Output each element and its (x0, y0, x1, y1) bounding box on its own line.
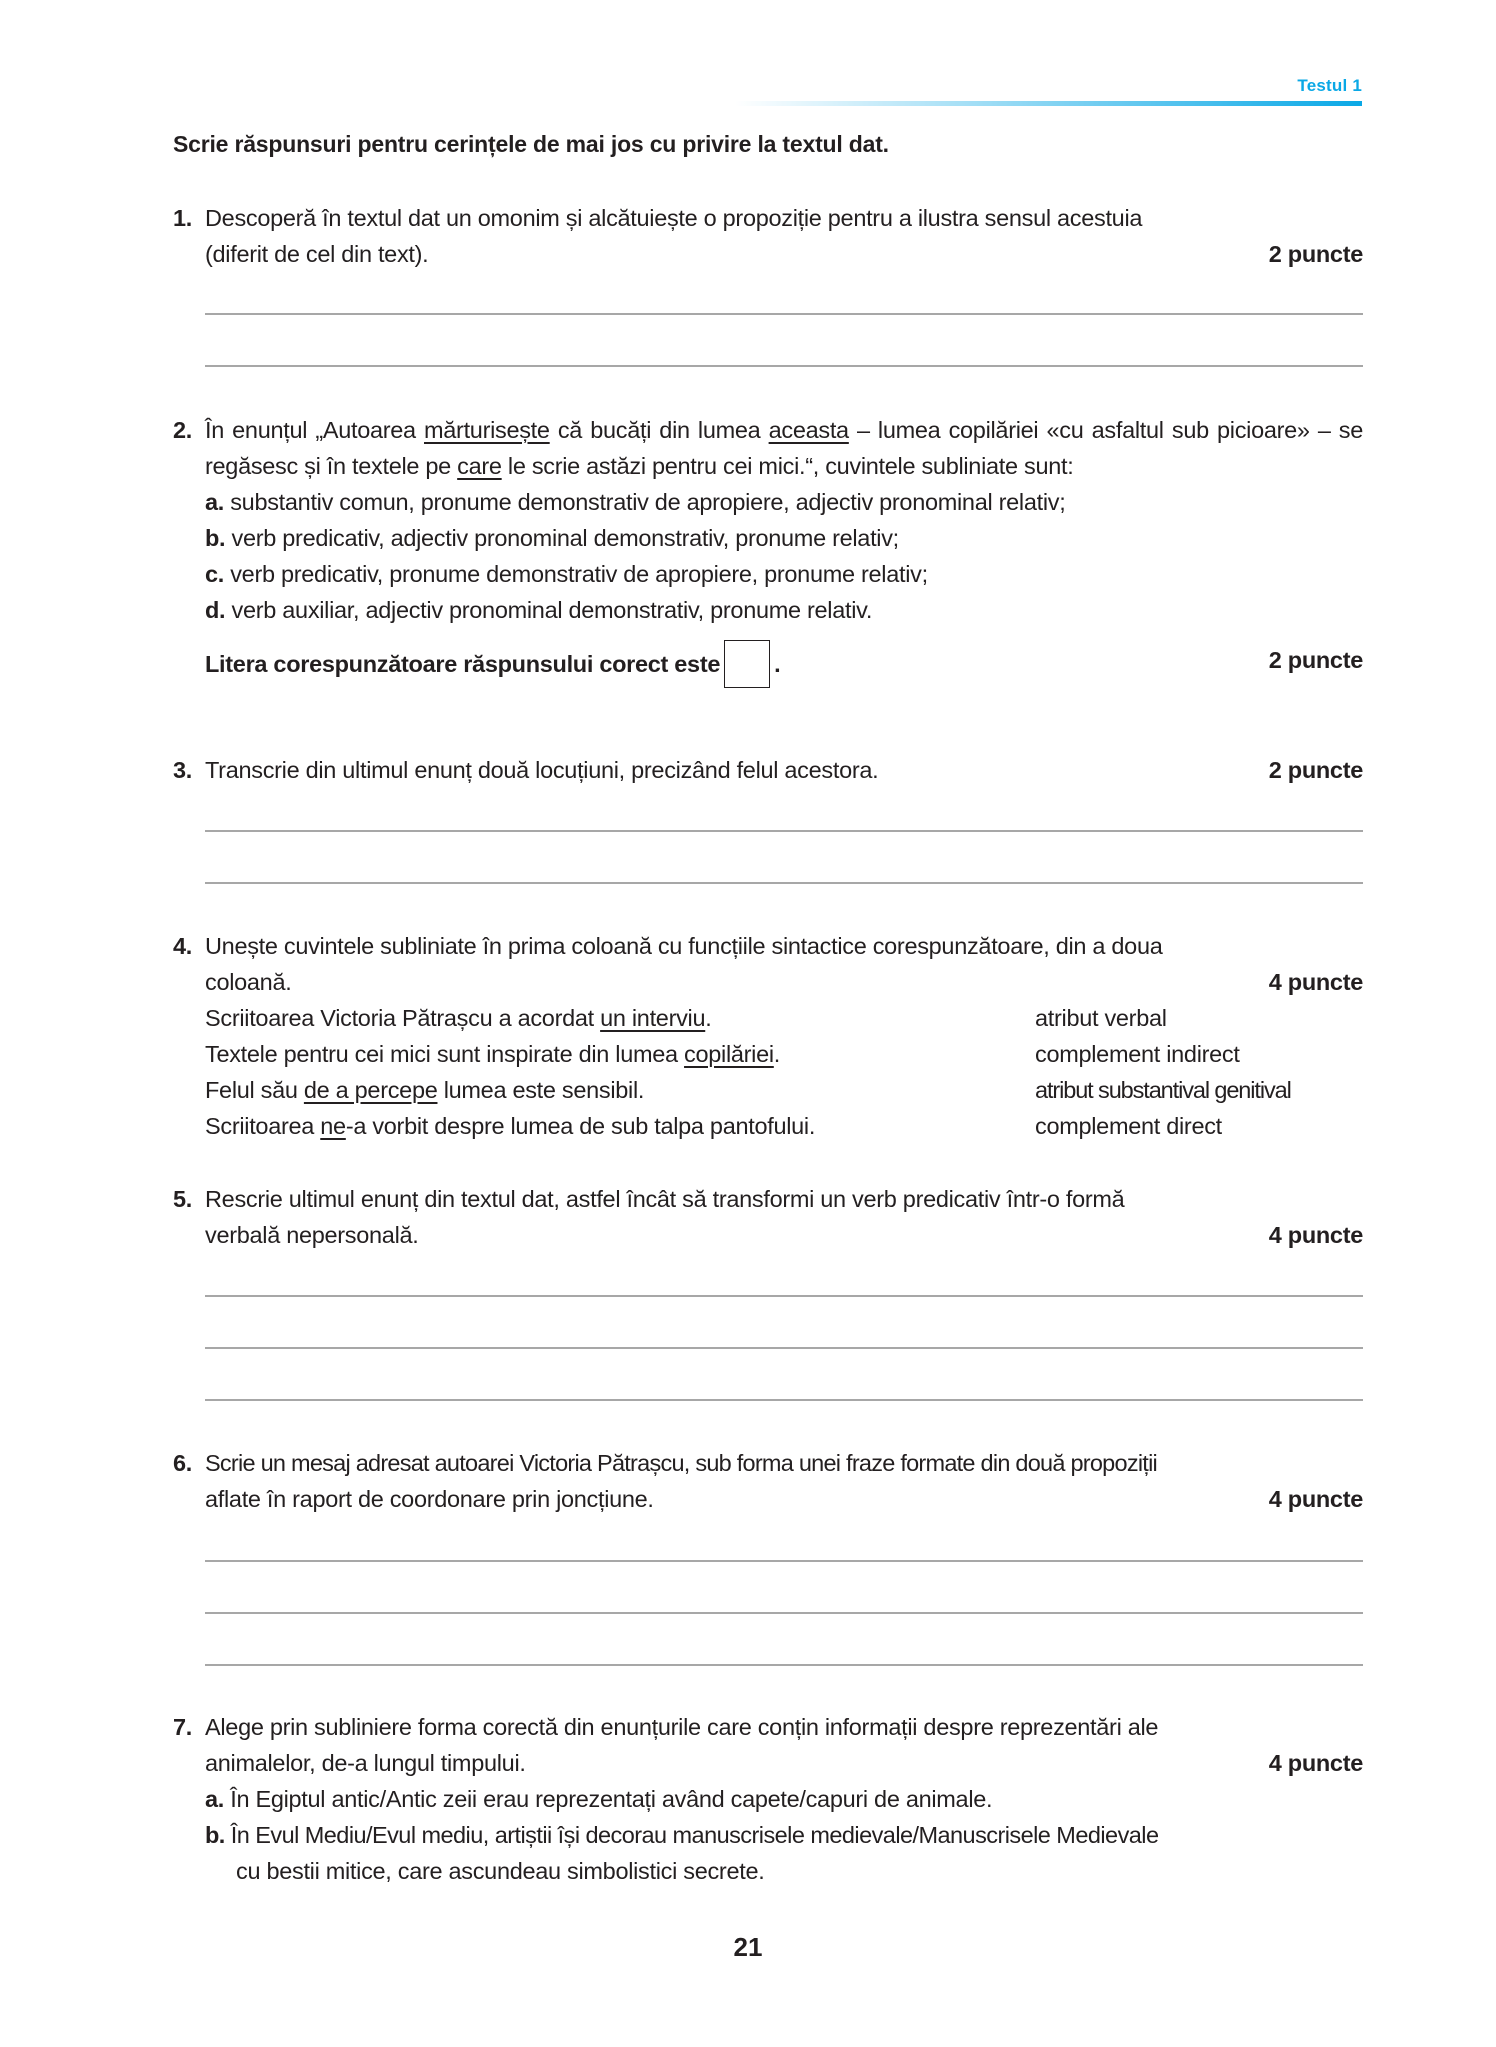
question-7 (173, 1709, 1363, 1889)
answer-line[interactable] (205, 1612, 1363, 1614)
sentence-text: Felul său (205, 1077, 304, 1103)
syntactic-function: complement indirect (1035, 1041, 1240, 1067)
question-stem (205, 412, 1363, 484)
answer-box[interactable] (724, 640, 770, 688)
stem-text: În enunțul „Autoarea (205, 417, 424, 443)
match-row (205, 1000, 1363, 1036)
question-text-line: coloană. (205, 969, 292, 995)
match-sentence (205, 1000, 1035, 1036)
question-text-line: Rescrie ultimul enunț din textul dat, astfel încât să transformi un verb predicativ într-o formă (205, 1186, 1125, 1212)
option-d (205, 592, 1363, 628)
question-2 (173, 412, 1363, 690)
option-letter: c. (205, 561, 224, 587)
option-text: verb predicativ, adjectiv pronominal demonstrativ, pronume relativ; (231, 525, 899, 551)
question-5 (173, 1181, 1363, 1253)
answer-line[interactable] (205, 365, 1363, 367)
question-1 (173, 200, 1363, 272)
item-letter: a. (205, 1786, 224, 1812)
syntactic-function: atribut substantival genitival (1035, 1077, 1291, 1103)
underlined-word: care (457, 453, 502, 479)
answer-line[interactable] (205, 1347, 1363, 1349)
option-text: substantiv comun, pronume demonstrativ de apropiere, adjectiv pronominal relativ; (230, 489, 1066, 515)
item-a (205, 1781, 1363, 1817)
question-number: 4. (173, 933, 192, 959)
answer-prompt: Litera corespunzătoare răspunsului corect este (205, 651, 721, 678)
option-letter: a. (205, 489, 224, 515)
option-text: verb predicativ, pronume demonstrativ de apropiere, pronume relativ; (230, 561, 928, 587)
option-letter: d. (205, 597, 226, 623)
question-text-line: (diferit de cel din text). (205, 241, 429, 267)
question-number: 3. (173, 757, 192, 783)
item-letter: b. (205, 1822, 225, 1848)
test-label: Testul 1 (1297, 76, 1362, 95)
answer-line[interactable] (205, 1399, 1363, 1401)
answer-line[interactable] (205, 830, 1363, 832)
question-number: 5. (173, 1186, 192, 1212)
sentence-text: Scriitoarea (205, 1113, 321, 1139)
question-text: Transcrie din ultimul enunț două locuțiuni, precizând felul acestora. (205, 757, 879, 783)
match-sentence (205, 1072, 1035, 1108)
answer-line[interactable] (205, 1560, 1363, 1562)
option-b (205, 520, 1363, 556)
option-letter: b. (205, 525, 226, 551)
instructions: Scrie răspunsuri pentru cerințele de mai jos cu privire la textul dat. (173, 131, 889, 157)
answer-line[interactable] (205, 882, 1363, 884)
question-text-line: Descoperă în textul dat un omonim și alcătuiește o propoziție pentru a ilustra sensul acestuia (205, 205, 1143, 231)
underlined-word: mărturisește (424, 417, 550, 443)
underlined-word: de a percepe (303, 1077, 438, 1103)
match-row (205, 1072, 1363, 1108)
sentence-text: . (773, 1041, 781, 1067)
stem-text: le scrie astăzi pentru cei mici.“, cuvintele subliniate sunt: (501, 453, 1074, 479)
item-b-continued[interactable]: cu bestii mitice, care ascundeau simbolistici secrete. (236, 1858, 765, 1884)
answer-line[interactable] (205, 1295, 1363, 1297)
answer-row (205, 642, 1363, 690)
question-6 (173, 1445, 1363, 1517)
item-text[interactable]: În Evul Mediu/Evul mediu, artiștii își decorau manuscrisele medievale/Manuscrisele Medievale (230, 1822, 1159, 1848)
answer-line[interactable] (205, 1664, 1363, 1666)
answer-suffix: . (774, 651, 781, 678)
question-text-line: Unește cuvintele subliniate în prima coloană cu funcțiile sintactice corespunzătoare, din a doua (205, 933, 1163, 959)
points-label: 4 puncte (1268, 1486, 1363, 1512)
stem-text: că bucăți din lumea (549, 417, 769, 443)
answer-line[interactable] (205, 313, 1363, 315)
match-row (205, 1036, 1363, 1072)
question-text-line: verbală nepersonală. (205, 1222, 419, 1248)
underlined-word: aceasta (768, 417, 849, 443)
question-number: 7. (173, 1714, 192, 1740)
match-sentence (205, 1108, 1035, 1144)
match-sentence (205, 1036, 1035, 1072)
sentence-text: Textele pentru cei mici sunt inspirate din lumea (205, 1041, 685, 1067)
item-text[interactable]: În Egiptul antic/Antic zeii erau reprezentați având capete/capuri de animale. (230, 1786, 993, 1812)
points-label: 2 puncte (1268, 241, 1363, 267)
question-3 (173, 752, 1363, 788)
underlined-word: ne (320, 1113, 346, 1139)
question-number: 1. (173, 205, 192, 231)
question-text-line: Scrie un mesaj adresat autoarei Victoria Pătrașcu, sub forma unei fraze formate din două propoziții (205, 1450, 1158, 1476)
sentence-text: Scriitoarea Victoria Pătrașcu a acordat (205, 1005, 601, 1031)
header-rule (735, 101, 1362, 106)
sentence-text: -a vorbit despre lumea de sub talpa pantofului. (345, 1113, 816, 1139)
sentence-text: . (705, 1005, 712, 1031)
option-a (205, 484, 1363, 520)
question-text-line: Alege prin subliniere forma corectă din enunțurile care conțin informații despre reprezentări ale (205, 1714, 1159, 1740)
points-label: 4 puncte (1268, 969, 1363, 995)
points-label: 2 puncte (1268, 757, 1363, 783)
points-label: 2 puncte (1268, 647, 1363, 673)
underlined-word: copilăriei (684, 1041, 774, 1067)
points-label: 4 puncte (1268, 1750, 1363, 1776)
option-c (205, 556, 1363, 592)
underlined-word: un interviu (600, 1005, 706, 1031)
question-text-line: animalelor, de-a lungul timpului. (205, 1750, 526, 1776)
points-label: 4 puncte (1268, 1222, 1363, 1248)
item-b (205, 1817, 1363, 1853)
syntactic-function: complement direct (1035, 1113, 1222, 1139)
page-number: 21 (733, 1932, 763, 1962)
question-4 (173, 928, 1363, 1144)
question-number: 6. (173, 1450, 192, 1476)
question-text-line: aflate în raport de coordonare prin joncțiune. (205, 1486, 654, 1512)
syntactic-function: atribut verbal (1035, 1005, 1167, 1031)
option-text: verb auxiliar, adjectiv pronominal demonstrativ, pronume relativ. (231, 597, 873, 623)
match-row (205, 1108, 1363, 1144)
stem-text: – lumea copilăriei «cu asfaltul sub picioare» – se regăsesc și în textele pe (205, 417, 1363, 479)
question-number: 2. (173, 417, 192, 443)
sentence-text: lumea este sensibil. (437, 1077, 645, 1103)
